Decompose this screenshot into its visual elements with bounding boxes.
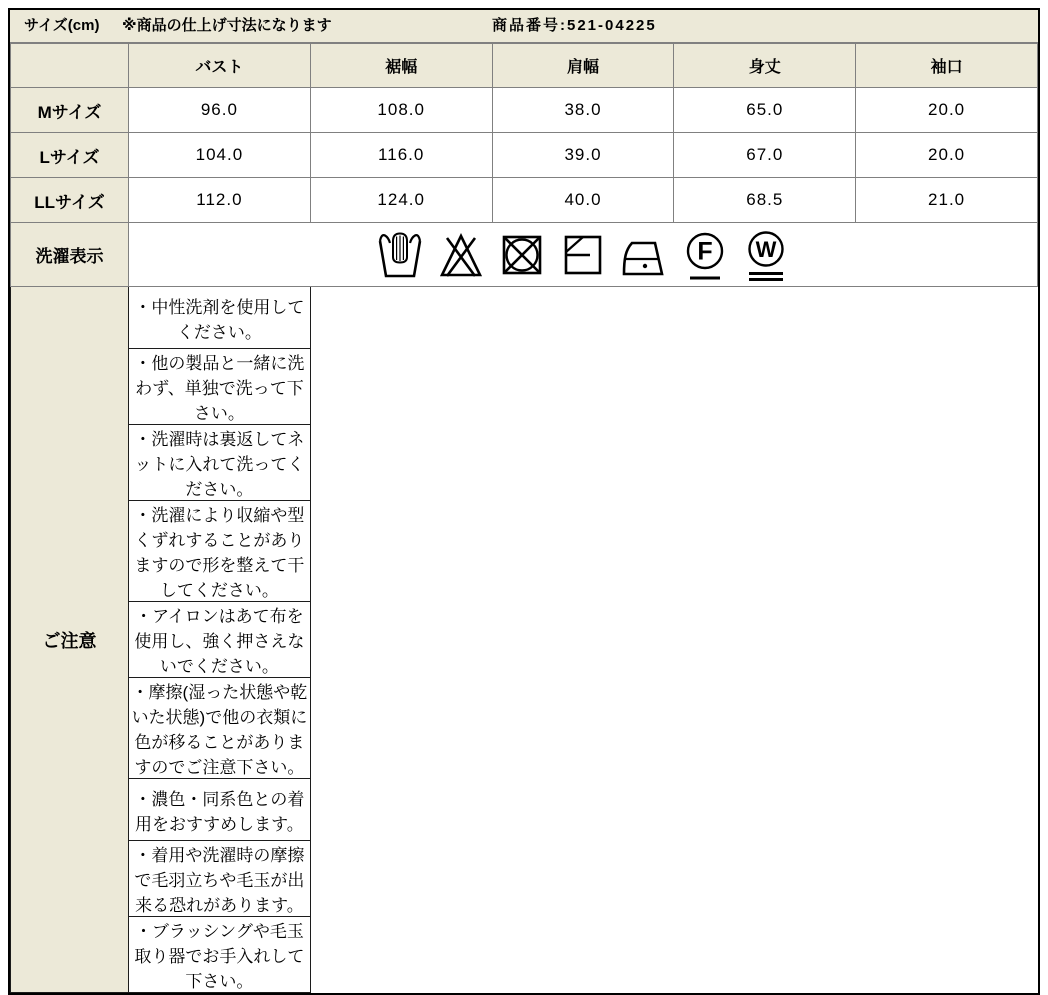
column-header-bust: バスト bbox=[129, 44, 311, 88]
sheet-header bbox=[10, 10, 1038, 43]
note-item: ・濃色・同系色との着用をおすすめします。 bbox=[129, 779, 311, 841]
corner-cell bbox=[11, 44, 129, 88]
size-cell: 96.0 bbox=[129, 88, 311, 133]
svg-text:F: F bbox=[697, 237, 713, 265]
size-unit-label: サイズ(cm) bbox=[24, 17, 100, 34]
note-row bbox=[11, 678, 1038, 779]
size-cell: 38.0 bbox=[492, 88, 674, 133]
size-cell: 116.0 bbox=[310, 133, 492, 178]
note-item: ・摩擦(湿った状態や乾いた状態)で他の衣類に色が移ることがありますのでご注意下さい。 bbox=[129, 678, 311, 779]
note-row bbox=[11, 917, 1038, 993]
note-item: ・ブラッシングや毛玉取り器でお手入れして下さい。 bbox=[129, 917, 311, 993]
do-not-tumble-dry-icon bbox=[498, 227, 546, 285]
column-header-hem: 裾幅 bbox=[310, 44, 492, 88]
care-symbols-cell bbox=[129, 223, 1038, 287]
row-label-ll: LLサイズ bbox=[11, 178, 129, 223]
table-row-size-ll bbox=[11, 178, 1038, 223]
size-cell: 68.5 bbox=[674, 178, 856, 223]
svg-text:W: W bbox=[755, 236, 777, 262]
care-symbols-row bbox=[11, 223, 1038, 287]
notes-section-label: ご注意 bbox=[11, 287, 129, 993]
iron-low-heat-icon bbox=[620, 227, 668, 285]
table-row-size-m bbox=[11, 88, 1038, 133]
note-item: ・中性洗剤を使用してください。 bbox=[129, 287, 311, 349]
note-row bbox=[11, 287, 1038, 349]
product-number: 商品番号:521-04225 bbox=[492, 17, 657, 34]
note-item: ・アイロンはあて布を使用し、強く押さえないでください。 bbox=[129, 602, 311, 678]
care-symbols-group bbox=[129, 225, 1037, 285]
dry-clean-f-icon bbox=[681, 227, 729, 285]
column-header-row bbox=[11, 44, 1038, 88]
size-cell: 39.0 bbox=[492, 133, 674, 178]
column-header-cuff: 袖口 bbox=[856, 44, 1038, 88]
note-row bbox=[11, 779, 1038, 841]
wet-clean-w-icon bbox=[742, 227, 790, 285]
column-header-shoulder: 肩幅 bbox=[492, 44, 674, 88]
note-row bbox=[11, 841, 1038, 917]
finished-dimensions-note: ※商品の仕上げ寸法になります bbox=[122, 17, 332, 34]
row-label-l: Lサイズ bbox=[11, 133, 129, 178]
note-item: ・他の製品と一緒に洗わず、単独で洗って下さい。 bbox=[129, 349, 311, 425]
do-not-bleach-icon bbox=[437, 227, 485, 285]
column-header-length: 身丈 bbox=[674, 44, 856, 88]
size-cell: 112.0 bbox=[129, 178, 311, 223]
note-row bbox=[11, 425, 1038, 501]
size-cell: 104.0 bbox=[129, 133, 311, 178]
size-cell: 124.0 bbox=[310, 178, 492, 223]
size-cell: 65.0 bbox=[674, 88, 856, 133]
care-symbols-label: 洗濯表示 bbox=[11, 223, 129, 287]
note-item: ・洗濯により収縮や型くずれすることがありますので形を整えて干してください。 bbox=[129, 501, 311, 602]
size-cell: 67.0 bbox=[674, 133, 856, 178]
note-item: ・洗濯時は裏返してネットに入れて洗ってください。 bbox=[129, 425, 311, 501]
note-row bbox=[11, 349, 1038, 425]
note-row bbox=[11, 501, 1038, 602]
size-cell: 20.0 bbox=[856, 88, 1038, 133]
note-row bbox=[11, 602, 1038, 678]
size-spec-sheet bbox=[8, 8, 1040, 995]
shade-flat-dry-icon bbox=[559, 227, 607, 285]
row-label-m: Mサイズ bbox=[11, 88, 129, 133]
note-item: ・着用や洗濯時の摩擦で毛羽立ちや毛玉が出来る恐れがあります。 bbox=[129, 841, 311, 917]
hand-wash-icon bbox=[376, 227, 424, 285]
size-cell: 21.0 bbox=[856, 178, 1038, 223]
size-cell: 40.0 bbox=[492, 178, 674, 223]
size-cell: 20.0 bbox=[856, 133, 1038, 178]
table-row-size-l bbox=[11, 133, 1038, 178]
size-cell: 108.0 bbox=[310, 88, 492, 133]
